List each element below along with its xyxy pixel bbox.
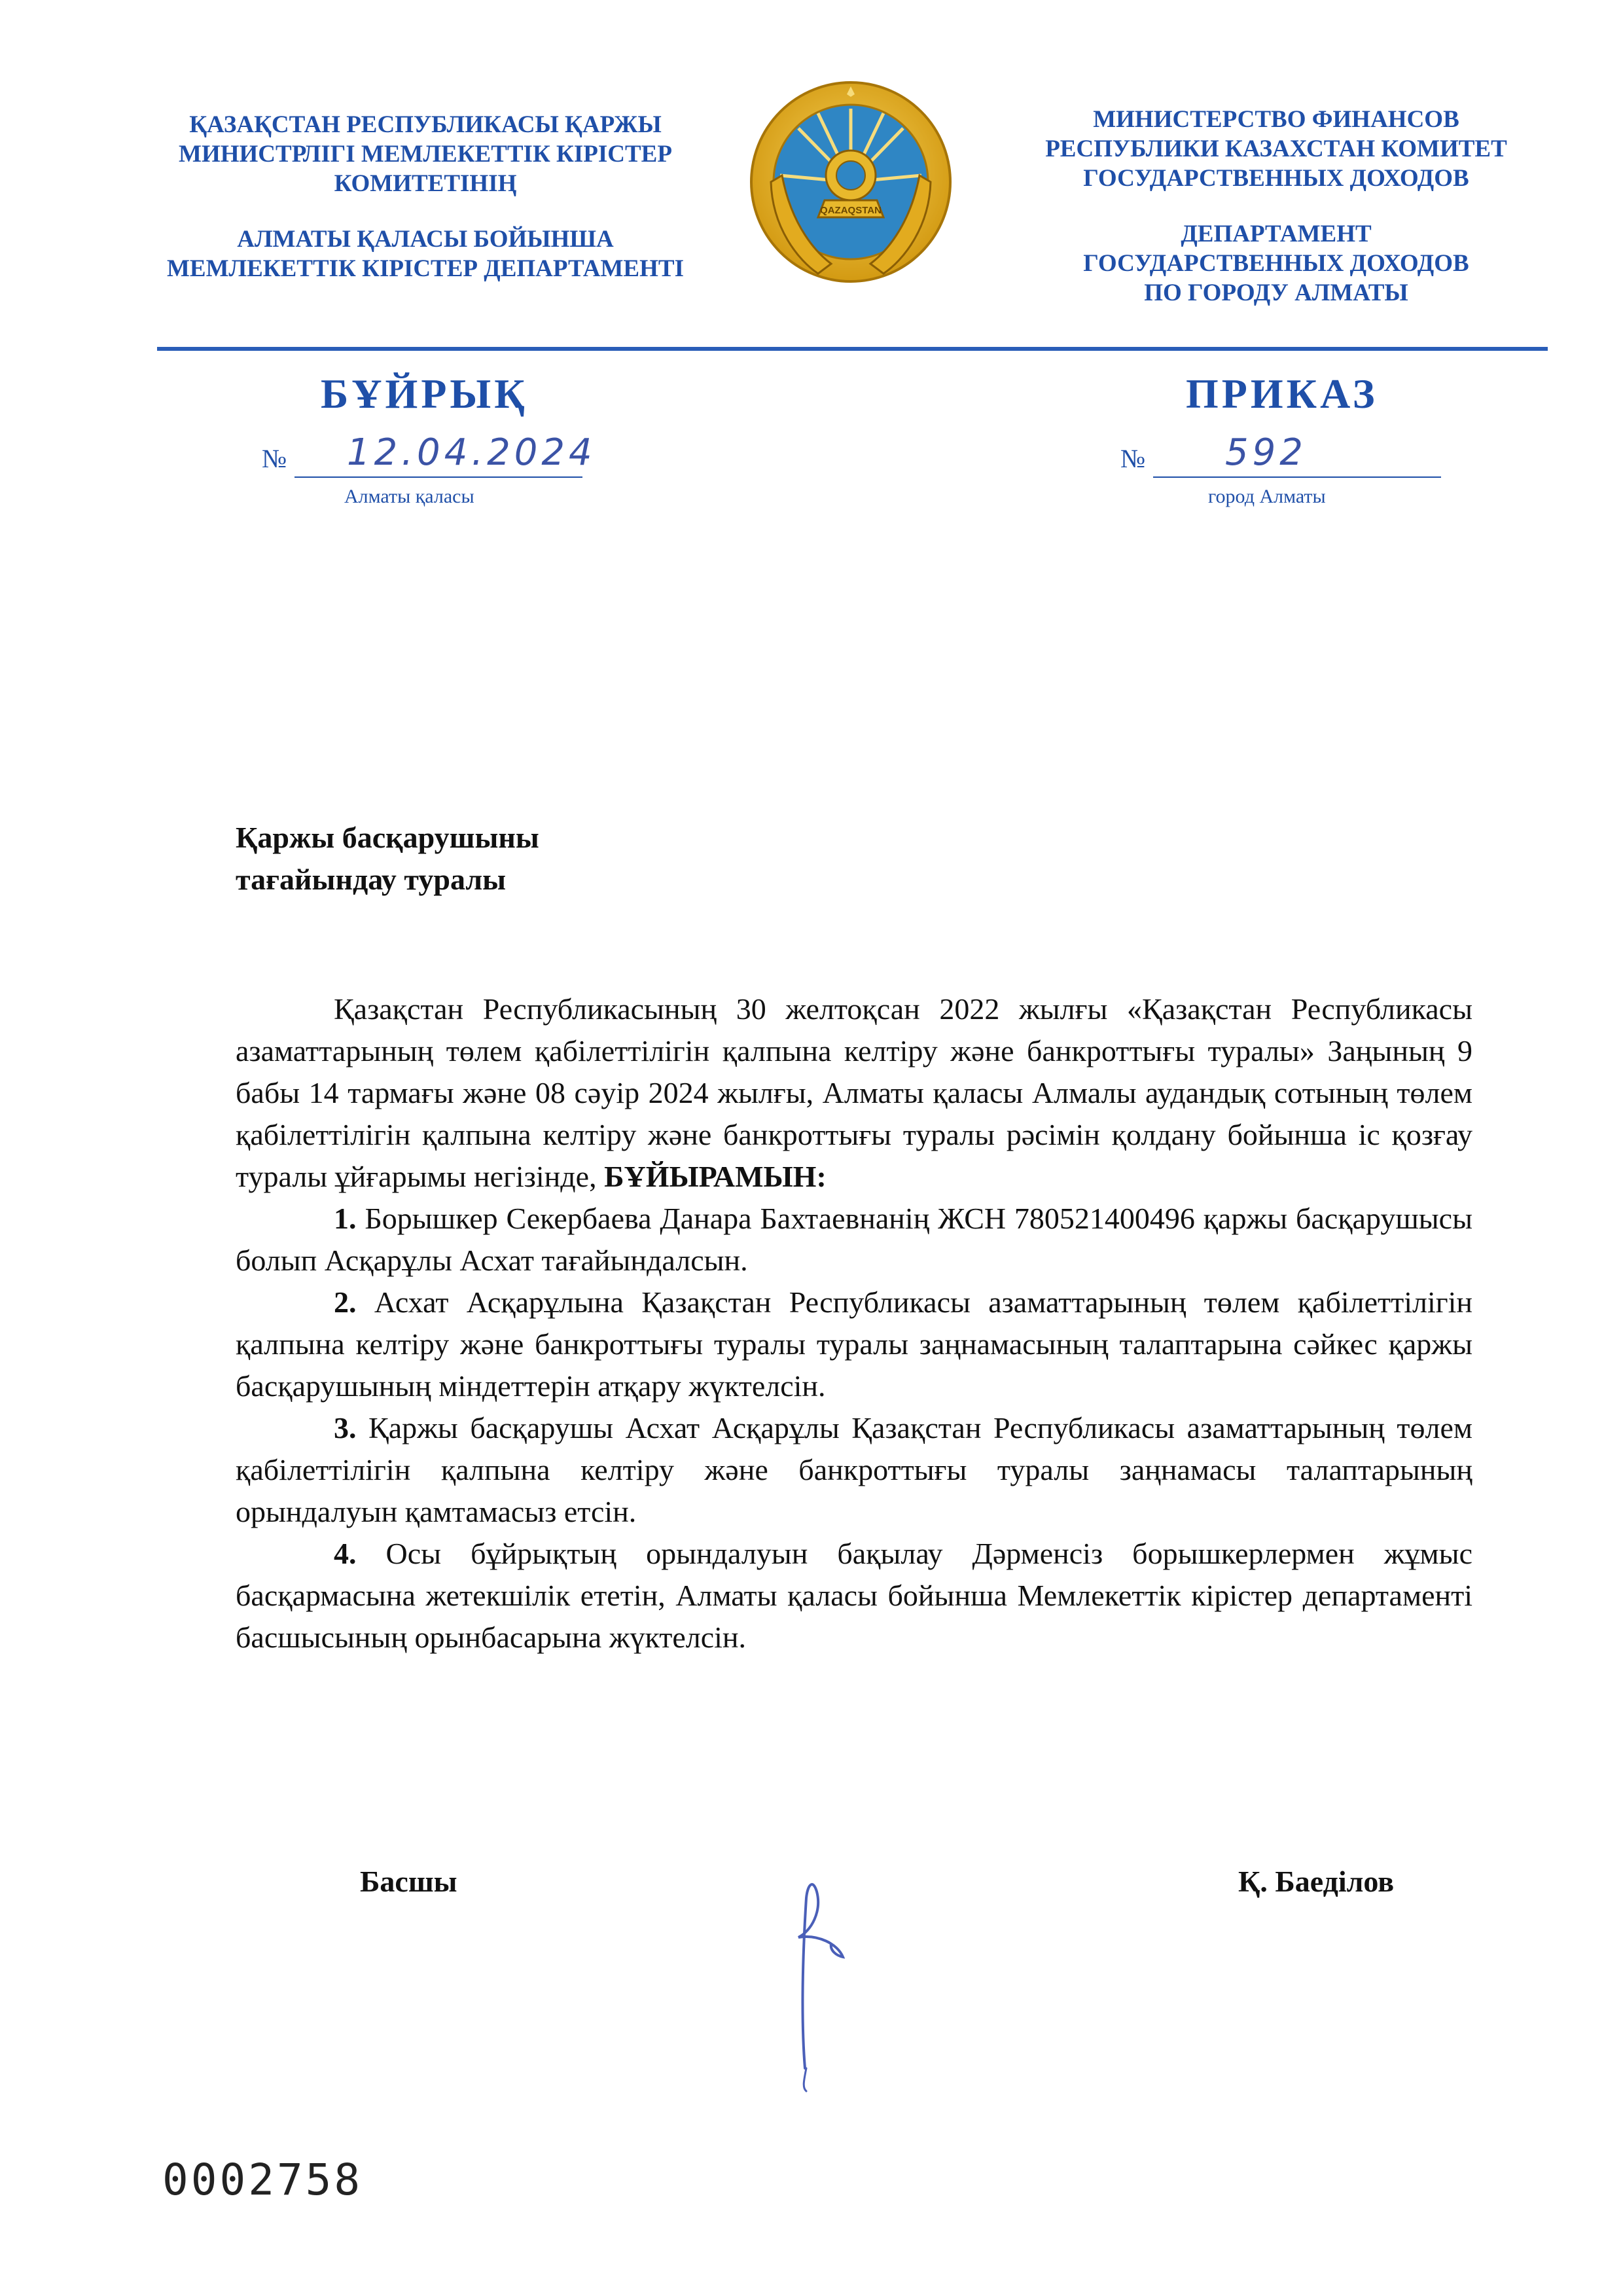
header-right-org: [1021, 105, 1531, 308]
item-text: Асхат Асқарұлына Қазақстан Республикасы азаматтарының төлем қабілеттілігін қалпына келтіру және банкроттығы туралы туралы заңнамасының талаптарына сәйкес қаржы басқарушының міндеттерін атқару жүктелсін.: [236, 1285, 1473, 1403]
order-item: [236, 1533, 1472, 1659]
order-item: [236, 1407, 1472, 1533]
item-number: 1.: [334, 1202, 357, 1235]
signatory-name: Қ. Баеділов: [1238, 1865, 1395, 1898]
signature-role: Басшы: [360, 1865, 457, 1898]
item-text: Осы бұйрықтың орындалуын бақылау Дәрменсіз борышкерлермен жұмыс басқармасына жетекшілік ететін, Алматы қаласы бойынша Мемлекеттік кірістер департаменті басшысының орынбасарына жүктелсін.: [236, 1537, 1472, 1654]
header-left-line: МИНИСТРЛІГІ МЕМЛЕКЕТТІК КІРІСТЕР: [179, 141, 672, 168]
number-sign: №: [1120, 444, 1146, 473]
order-item: [236, 1198, 1472, 1282]
order-item: [236, 1282, 1472, 1407]
number-sign: №: [262, 444, 287, 473]
header-left-line: ҚАЗАҚСТАН РЕСПУБЛИКАСЫ ҚАРЖЫ: [189, 111, 662, 138]
handwritten-number: 592: [1225, 431, 1307, 474]
header-divider: [157, 347, 1548, 351]
number-underline: [294, 476, 582, 478]
order-title-kz: БҰЙРЫҚ: [321, 370, 528, 417]
item-number: 3.: [334, 1411, 357, 1444]
header-left-dept-line: АЛМАТЫ ҚАЛАСЫ БОЙЫНША: [237, 226, 614, 253]
intro-bold: БҰЙЫРАМЫН:: [604, 1160, 827, 1193]
order-number-field: [1120, 432, 1448, 478]
state-emblem-icon: [746, 77, 955, 287]
city-kz: Алматы қаласы: [344, 486, 474, 507]
intro-paragraph: [236, 988, 1472, 1198]
header-right-line: РЕСПУБЛИКИ КАЗАХСТАН КОМИТЕТ: [1045, 135, 1507, 162]
handwritten-date: 12.04.2024: [347, 431, 596, 474]
header-right-dept-line: ДЕПАРТАМЕНТ: [1181, 221, 1372, 247]
item-text: Борышкер Секербаева Данара Бахтаевнанің ЖСН 780521400496 қаржы басқарушысы болып Асқарұлы Асхат тағайындалсын.: [236, 1202, 1472, 1277]
item-number: 2.: [334, 1285, 357, 1319]
header-right-line: МИНИСТЕРСТВО ФИНАНСОВ: [1093, 106, 1459, 133]
header-right-line: ГОСУДАРСТВЕННЫХ ДОХОДОВ: [1083, 165, 1469, 192]
header-left-dept-line: МЕМЛЕКЕТТІК КІРІСТЕР ДЕПАРТАМЕНТІ: [167, 255, 684, 282]
subject-line: тағайындау туралы: [236, 863, 507, 896]
emblem-text: QAZAQSTAN: [820, 205, 882, 216]
item-text: Қаржы басқарушы Асхат Асқарұлы Қазақстан Республикасы азаматтарының төлем қабілеттілігін қалпына келтіру және банкроттығы туралы заңнамасы талаптарының орындалуын қамтамасыз етсін.: [236, 1411, 1473, 1528]
header-left-org: [151, 110, 700, 283]
intro-text: Қазақстан Республикасының 30 желтоқсан 2022 жылғы «Қазақстан Республикасы азаматтарының төлем қабілеттілігін қалпына келтіру және банкроттығы туралы» Заңының 9 бабы 14 тармағы және 08 сәуір 2024 жылғы, Алматы қаласы Алмалы аудандық сотының төлем қабілеттілігін қалпына келтіру және банкроттығы туралы рәсімін қолдану бойынша іс қозғау туралы ұйғарымы негізінде,: [236, 992, 1472, 1193]
header-left-line: КОМИТЕТІНІҢ: [334, 170, 517, 197]
item-number: 4.: [334, 1537, 357, 1570]
city-ru: город Алматы: [1208, 486, 1326, 507]
header-right-dept-line: ГОСУДАРСТВЕННЫХ ДОХОДОВ: [1083, 250, 1469, 277]
serial-number: 0002758: [162, 2155, 363, 2205]
order-date-field: [262, 432, 602, 478]
order-body: [236, 988, 1472, 1659]
subject-line: Қаржы басқарушыны: [236, 821, 539, 854]
order-subject: [236, 817, 539, 901]
number-underline: [1153, 476, 1441, 478]
header-right-dept-line: ПО ГОРОДУ АЛМАТЫ: [1144, 279, 1408, 306]
order-title-ru: ПРИКАЗ: [1186, 370, 1378, 417]
handwritten-signature-icon: [766, 1872, 870, 2094]
